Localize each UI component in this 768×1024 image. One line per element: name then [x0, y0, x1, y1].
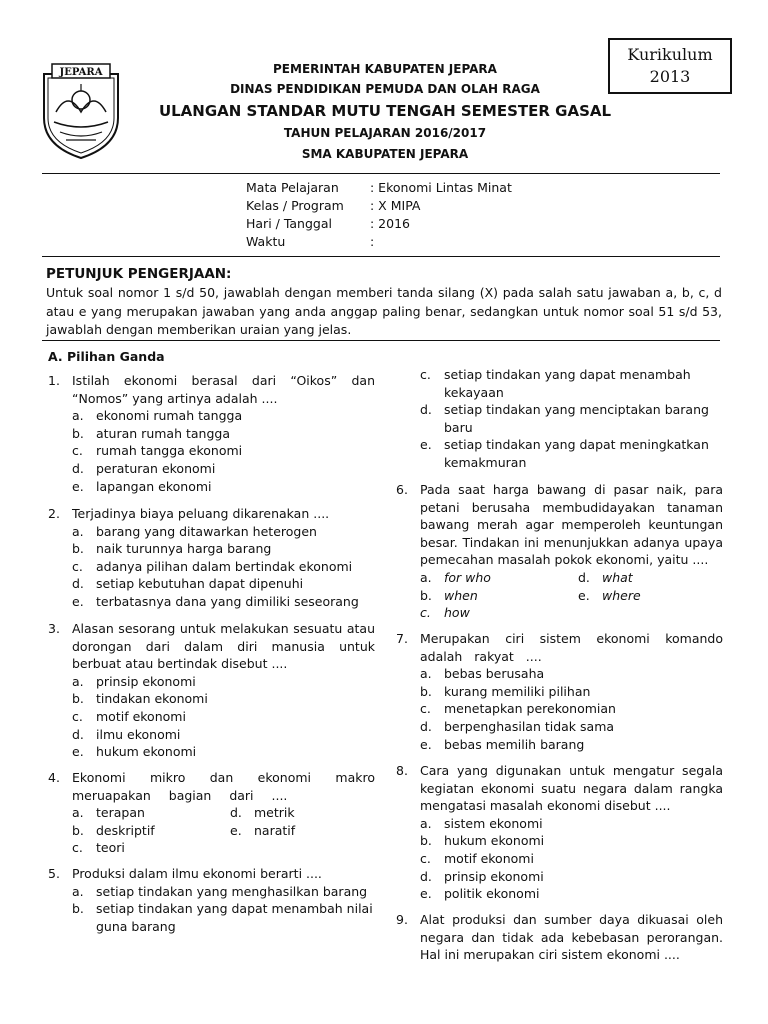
answer-option[interactable]: d. ilmu ekonomi	[72, 726, 181, 742]
answer-options	[420, 569, 723, 622]
answer-option[interactable]: b. when	[420, 587, 478, 603]
header-academic-year: TAHUN PELAJARAN 2016/2017	[283, 126, 487, 140]
answer-option[interactable]: d. berpenghasilan tidak sama	[420, 718, 615, 734]
question-number: 3.	[48, 621, 60, 636]
curriculum-label: Kurikulum	[627, 45, 713, 64]
answer-option[interactable]: e. setiap tindakan yang dapat meningkatkan kemakmuran	[420, 437, 709, 470]
answer-option[interactable]: c. motif ekonomi	[420, 850, 534, 866]
instructions-title: PETUNJUK PENGERJAAN:	[46, 266, 232, 282]
info-label: Hari / Tanggal	[246, 216, 332, 231]
curriculum-year: 2013	[649, 67, 691, 86]
answer-option[interactable]: c. how	[420, 605, 470, 621]
answer-option[interactable]: b. kurang memiliki pilihan	[420, 683, 591, 699]
answer-option[interactable]: c. setiap tindakan yang dapat menambah kekayaan	[420, 367, 691, 400]
info-label: Waktu	[246, 234, 286, 249]
question-2	[48, 505, 375, 611]
answer-option[interactable]: b. setiap tindakan yang dapat menambah nilai guna barang	[72, 901, 373, 934]
question-5-continued	[396, 366, 723, 472]
answer-options	[420, 366, 723, 472]
info-value: : X MIPA	[370, 198, 421, 213]
question-6	[396, 481, 723, 622]
answer-option[interactable]: c. teori	[72, 840, 125, 856]
info-value: : 2016	[370, 216, 410, 231]
info-label: Kelas / Program	[246, 198, 344, 213]
jepara-crest-logo	[38, 60, 124, 160]
answer-option[interactable]: d. setiap kebutuhan dapat dipenuhi	[72, 576, 304, 592]
answer-option[interactable]: b. hukum ekonomi	[420, 833, 545, 849]
answer-options	[72, 523, 375, 611]
question-number: 5.	[48, 866, 60, 881]
answer-option[interactable]: a. prinsip ekonomi	[72, 673, 196, 689]
answer-options	[72, 407, 375, 495]
instructions-divider	[42, 340, 720, 341]
answer-option[interactable]: e. naratif	[230, 822, 296, 838]
question-text: Istilah ekonomi berasal dari “Oikos” dan “Nomos” yang artinya adalah ....	[72, 373, 375, 406]
header-government: PEMERINTAH KABUPATEN JEPARA	[273, 62, 497, 76]
question-9	[396, 911, 723, 964]
answer-option[interactable]: d. metrik	[230, 805, 295, 821]
question-text: Alasan sesorang untuk melakukan sesuatu atau dorongan dari dalam diri manusia untuk berbuat atau bertindak disebut ....	[72, 621, 375, 672]
question-number: 7.	[396, 631, 408, 646]
question-number: 6.	[396, 482, 408, 497]
question-text: Terjadinya biaya peluang dikarenakan ....	[72, 506, 330, 521]
question-text: Alat produksi dan sumber daya dikuasai oleh negara dan tidak ada kebebasan perorangan. Hal ini merupakan ciri sistem ekonomi ....	[420, 912, 723, 963]
answer-option[interactable]: e. bebas memilih barang	[420, 736, 585, 752]
answer-option[interactable]: b. deskriptif	[72, 822, 155, 838]
header-school: SMA KABUPATEN JEPARA	[301, 147, 469, 161]
answer-option[interactable]: d. what	[578, 569, 633, 585]
question-text: Pada saat harga bawang di pasar naik, para petani berusaha membudidayakan tanaman bawang merah agar memperoleh keuntungan besar. Tindakan ini menunjukkan adanya upaya pemecahan masalah pokok ekonomi, yaitu ....	[420, 482, 723, 568]
info-value: : Ekonomi Lintas Minat	[370, 180, 512, 195]
question-number: 8.	[396, 763, 408, 778]
question-text: Cara yang digunakan untuk mengatur segala kegiatan ekonomi suatu negara dalam rangka mengatasi masalah ekonomi disebut ....	[420, 763, 723, 814]
answer-option[interactable]: d. prinsip ekonomi	[420, 868, 544, 884]
answer-option[interactable]: a. setiap tindakan yang menghasilkan barang	[72, 883, 368, 899]
question-number: 1.	[48, 373, 60, 388]
answer-option[interactable]: c. motif ekonomi	[72, 708, 186, 724]
answer-option[interactable]: a. ekonomi rumah tangga	[72, 408, 243, 424]
logo-text: JEPARA	[59, 67, 103, 78]
page-title: ULANGAN STANDAR MUTU TENGAH SEMESTER GASAL	[158, 102, 612, 120]
answer-option[interactable]: d. peraturan ekonomi	[72, 460, 216, 476]
answer-option[interactable]: b. naik turunnya harga barang	[72, 541, 272, 557]
answer-option[interactable]: c. adanya pilihan dalam bertindak ekonomi	[72, 558, 353, 574]
instructions-text: Untuk soal nomor 1 s/d 50, jawablah dengan memberi tanda silang (X) pada salah satu jawaban a, b, c, d atau e yang merupakan jawaban yang anda anggap paling benar, sedangkan untuk nomor soal 51 s/d 53, jawablah dengan memberikan uraian yang jelas.	[46, 285, 722, 337]
answer-options	[420, 815, 723, 903]
answer-option[interactable]: d. setiap tindakan yang menciptakan barang baru	[420, 402, 709, 435]
answer-option[interactable]: a. bebas berusaha	[420, 666, 545, 682]
answer-option[interactable]: a. for who	[420, 569, 491, 585]
answer-option[interactable]: e. lapangan ekonomi	[72, 478, 212, 494]
info-label: Mata Pelajaran	[246, 180, 339, 195]
answer-option[interactable]: a. sistem ekonomi	[420, 815, 543, 831]
answer-options	[72, 673, 375, 761]
question-7	[396, 630, 723, 753]
header-divider	[42, 173, 720, 174]
answer-option[interactable]: a. terapan	[72, 805, 145, 821]
answer-options	[420, 665, 723, 753]
section-a-heading: A. Pilihan Ganda	[48, 349, 165, 364]
answer-option[interactable]: b. aturan rumah tangga	[72, 425, 230, 441]
question-text: Merupakan ciri sistem ekonomi komando adalah rakyat ....	[420, 631, 723, 664]
question-number: 2.	[48, 506, 60, 521]
answer-option[interactable]: c. rumah tangga ekonomi	[72, 443, 243, 459]
header-department: DINAS PENDIDIKAN PEMUDA DAN OLAH RAGA	[230, 82, 540, 96]
answer-option[interactable]: e. where	[578, 587, 641, 603]
question-4	[48, 769, 375, 857]
answer-option[interactable]: e. hukum ekonomi	[72, 744, 197, 760]
question-1	[48, 372, 375, 495]
answer-option[interactable]: e. politik ekonomi	[420, 886, 540, 902]
answer-option[interactable]: a. barang yang ditawarkan heterogen	[72, 523, 317, 539]
question-text: Produksi dalam ilmu ekonomi berarti ....	[72, 866, 322, 881]
info-divider	[42, 256, 720, 257]
answer-option[interactable]: e. terbatasnya dana yang dimiliki seseorang	[72, 593, 359, 609]
answer-options	[72, 804, 375, 857]
question-8	[396, 762, 723, 903]
question-text: Ekonomi mikro dan ekonomi makro meruapakan bagian dari ....	[72, 770, 375, 803]
question-5	[48, 865, 375, 935]
answer-option[interactable]: c. menetapkan perekonomian	[420, 701, 616, 717]
question-3	[48, 620, 375, 761]
answer-options	[72, 883, 375, 936]
question-number: 9.	[396, 912, 408, 927]
question-number: 4.	[48, 770, 60, 785]
info-value: :	[370, 234, 375, 249]
answer-option[interactable]: b. tindakan ekonomi	[72, 691, 208, 707]
